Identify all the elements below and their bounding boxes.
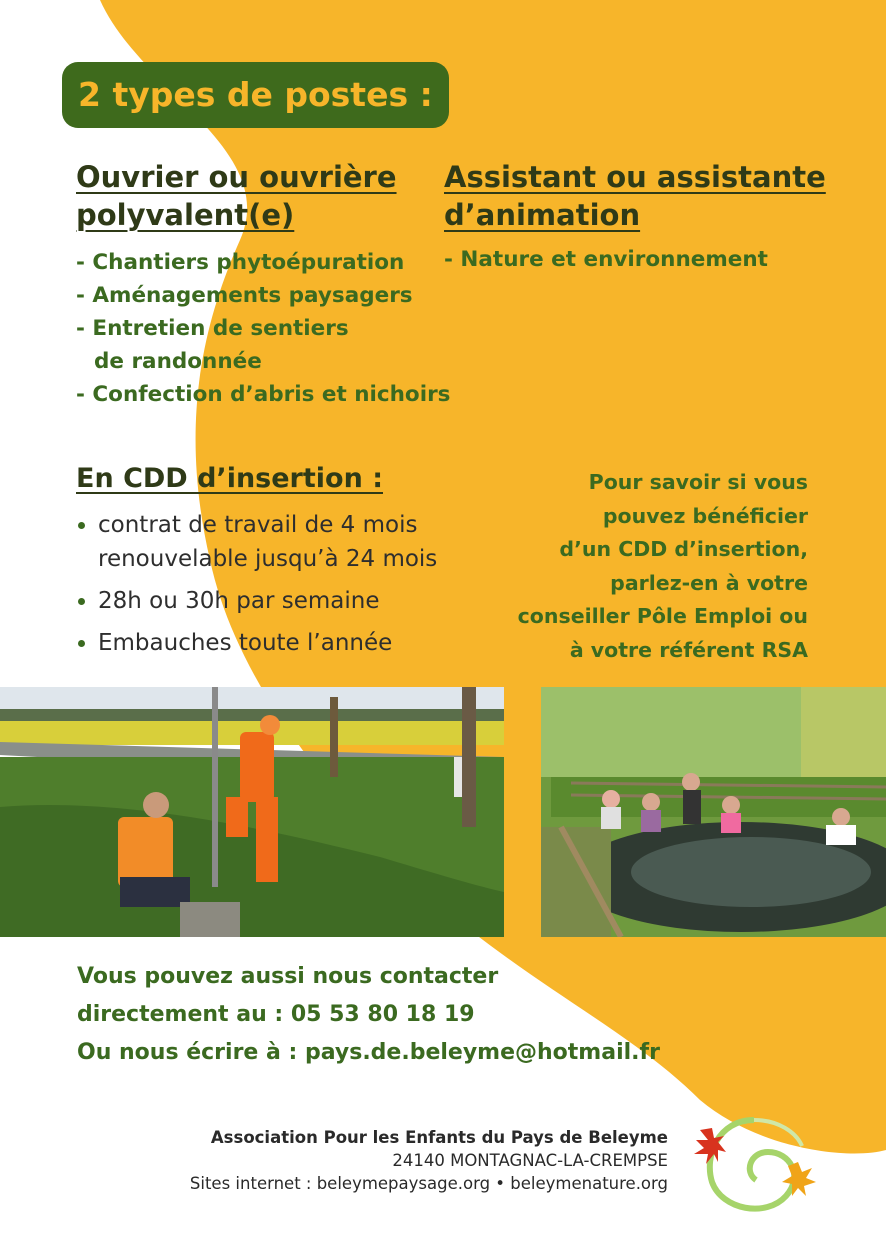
list-item: - Confection d’abris et nichoirs [76,382,451,407]
note-line: conseiller Pôle Emploi ou [517,604,808,628]
contact-block [77,958,660,1072]
footer [190,1126,668,1195]
footer-sites[interactable]: Sites internet : beleymepaysage.org • beleymenature.org [189,1174,668,1193]
cdd-bullet [76,626,437,660]
job2-title-line1: Assistant ou assistante [444,160,826,194]
list-item: - Entretien de sentiers [76,316,349,341]
job2-title [444,158,826,234]
cdd-bullet1-line1: contrat de travail de 4 mois [98,512,418,538]
job1-title [76,158,397,234]
cdd-bullet3: Embauches toute l’année [98,630,393,656]
job1-title-line2: polyvalent(e) [76,198,295,232]
cdd-bullet2: 28h ou 30h par semaine [98,588,380,614]
note-line: Pour savoir si vous [588,470,808,494]
contact-phone[interactable]: directement au : 05 53 80 18 19 [77,1002,475,1027]
job2-title-line2: d’animation [444,198,641,232]
cdd-bullet [76,508,437,576]
cdd-bullet [76,584,437,618]
cdd-info-note [488,466,808,667]
footer-address: 24140 MONTAGNAC-LA-CREMPSE [392,1151,668,1170]
job1-title-line1: Ouvrier ou ouvrière [76,160,397,194]
association-logo [688,1106,820,1222]
bullet-dot-icon [78,640,85,647]
note-line: à votre référent RSA [569,637,808,662]
section-heading: 2 types de postes : [62,62,449,128]
list-item: de randonnée [94,349,262,374]
bullet-dot-icon [78,522,85,529]
list-item: - Chantiers phytoépuration [76,250,405,275]
photo-workers [0,687,504,937]
cdd-title: En CDD d’insertion : [76,463,383,494]
bullet-dot-icon [78,598,85,605]
cdd-bullet1-line2: renouvelable jusqu’à 24 mois [98,546,438,572]
contact-line1: Vous pouvez aussi nous contacter [77,964,499,989]
job1-list [76,246,450,411]
photo-pond-activity [541,687,886,937]
note-line: parlez-en à votre [610,570,808,595]
cdd-bullets [76,508,437,660]
note-line: d’un CDD d’insertion, [559,537,808,561]
contact-email[interactable]: Ou nous écrire à : pays.de.beleyme@hotmail.fr [77,1040,660,1065]
list-item: - Nature et environnement [444,247,768,272]
list-item: - Aménagements paysagers [76,283,413,308]
footer-org: Association Pour les Enfants du Pays de Beleyme [210,1128,668,1147]
job2-list [444,243,768,276]
note-line: pouvez bénéficier [602,503,808,528]
